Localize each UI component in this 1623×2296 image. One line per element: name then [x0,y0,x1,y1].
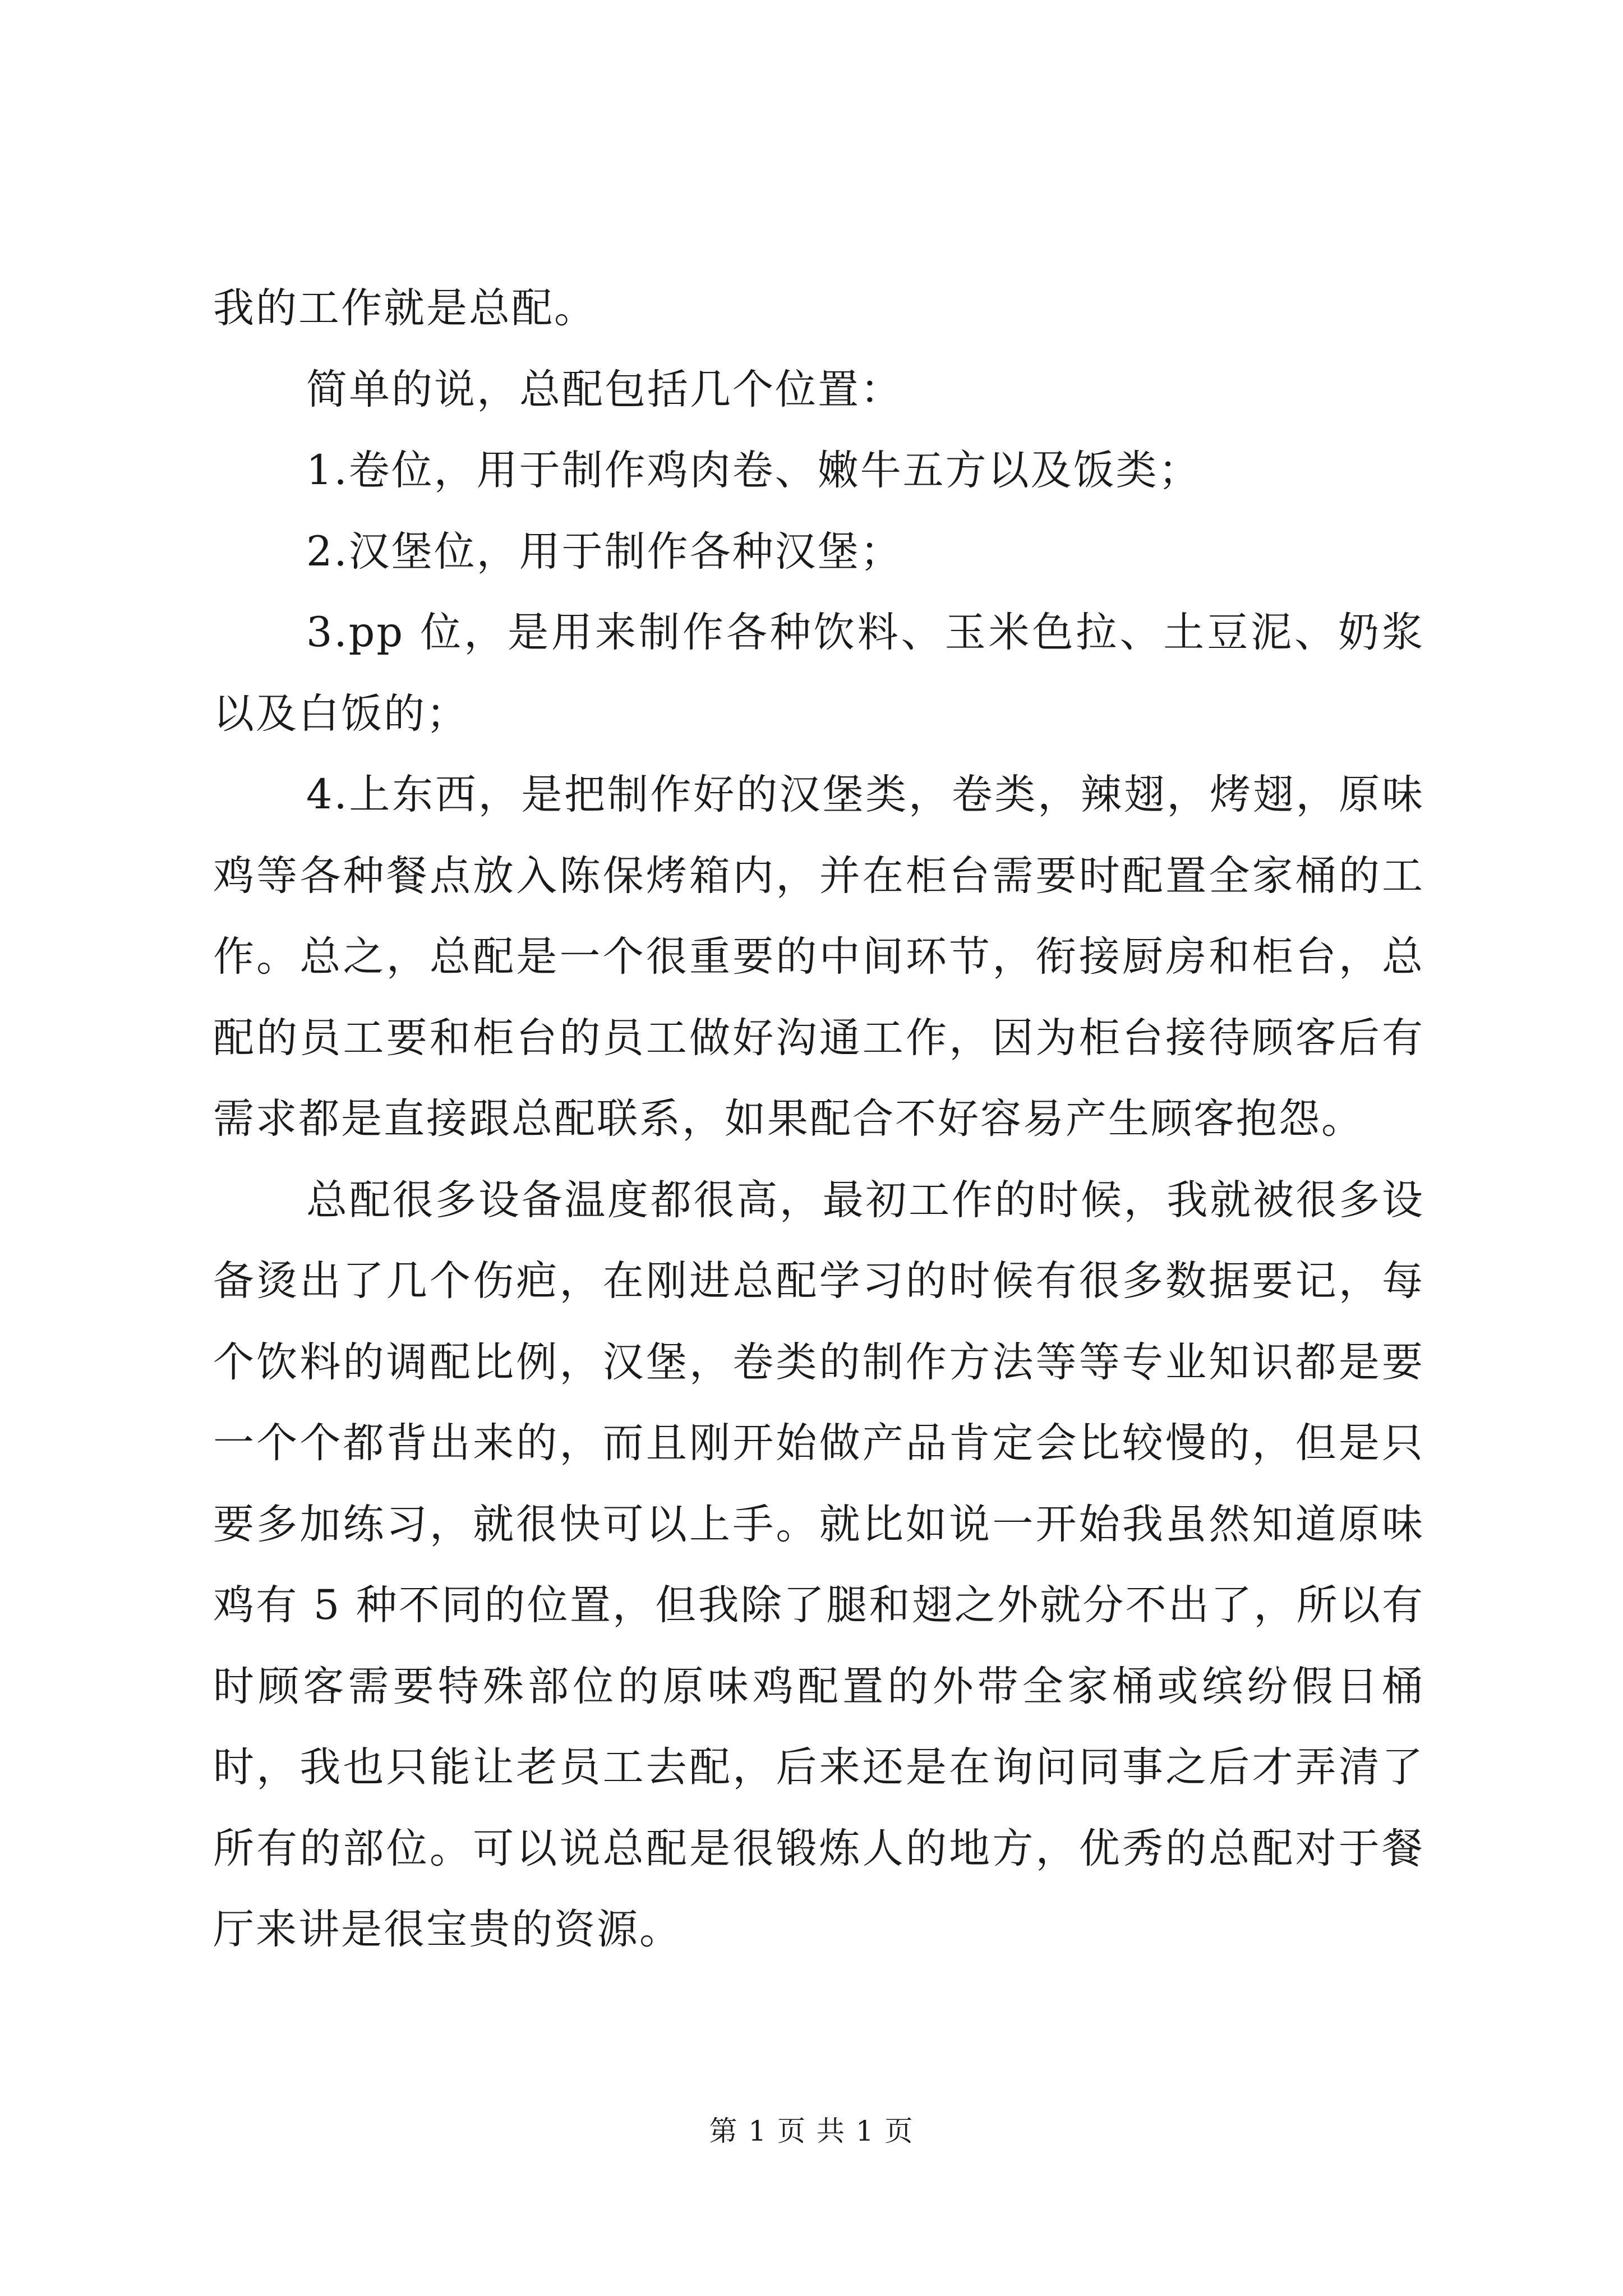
paragraph-7: 总配很多设备温度都很高，最初工作的时候，我就被很多设备烫出了几个伤疤，在刚进总配学习的时候有很多数据要记，每个饮料的调配比例，汉堡，卷类的制作方法等等专业知识都是要一个个都背出来的，而且刚开始做产品肯定会比较慢的，但是只要多加练习，就很快可以上手。就比如说一开始我虽然知道原味鸡有 5 种不同的位置，但我除了腿和翅之外就分不出了，所以有时顾客需要特殊部位的原味鸡配置的外带全家桶或缤纷假日桶时，我也只能让老员工去配，后来还是在询问同事之后才弄清了所有的部位。可以说总配是很锻炼人的地方，优秀的总配对于餐厅来讲是很宝贵的资源。 [213,1176,1424,1953]
paragraph-6: 4.上东西，是把制作好的汉堡类，卷类，辣翅，烤翅，原味鸡等各种餐点放入陈保烤箱内，并在柜台需要时配置全家桶的工作。总之，总配是一个很重要的中间环节，衔接厨房和柜台，总配的员工要和柜台的员工做好沟通工作，因为柜台接待顾客后有需求都是直接跟总配联系，如果配合不好容易产生顾客抱怨。 [213,771,1424,1143]
paragraph-1: 我的工作就是总配。 [213,284,597,332]
page-number-footer: 第 1 页 共 1 页 [709,2115,914,2147]
paragraph-4: 2.汉堡位，用于制作各种汉堡； [306,527,903,576]
paragraph-2: 简单的说，总配包括几个位置： [306,365,903,413]
paragraph-5: 3.pp 位，是用来制作各种饮料、玉米色拉、土豆泥、奶浆以及白饭的； [213,609,1424,738]
document-body [213,268,1424,1971]
paragraph-3: 1.卷位，用于制作鸡肉卷、嫩牛五方以及饭类； [306,447,1201,494]
